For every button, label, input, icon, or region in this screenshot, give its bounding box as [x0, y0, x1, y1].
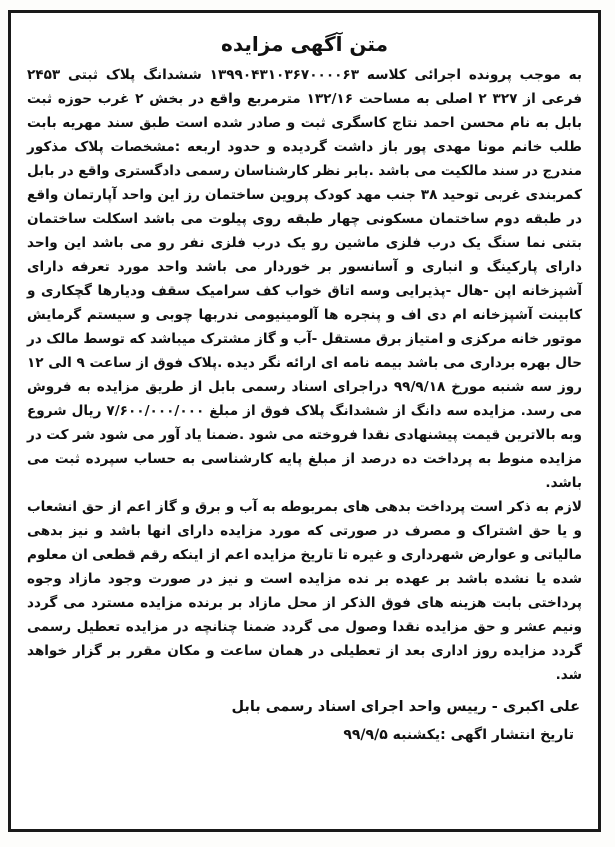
- notice-paragraph-property: به موجب پرونده اجرائی کلاسه ۱۳۹۹۰۴۳۱۰۳۶۷۰۰۰۰۶۳ ششدانگ پلاک ثبتی ۲۴۵۳ فرعی از ۳۲۷ ۲ اصلی به مساحت ۱۳۲/۱۶ مترمربع واقع در بخش ۲ غرب حوزه ثبت بابل به نام محسن احمد نتاج کاسگری ثبت و صادر شده است طبق سند مهریه بابت طلب خانم مونا مهدی پور باز داشت گردیده و حدود اربعه :مشخصات پلاک مذکور مندرج در سند مالکیت می باشد .بابر نظر کارشناسان رسمی دادگستری واقع در بابل کمربندی غربی توحید ۳۸ جنب مهد کودک پروین ساختمان رز این واحد آپارتمان واقع در طبقه دوم ساختمان مسکونی چهار طبقه روی پیلوت می باشد اسکلت ساختمان بتنی نما سنگ یک درب فلزی ماشین رو یک درب فلزی نفر رو می باشد این واحد دارای پارکینگ و انباری و آسانسور بر خوردار می باشد واحد مورد تعرفه دارای آشپزخانه اپن -هال -پذیرایی وسه اتاق خواب کف سرامیک سقف ودیارها گچکاری و کابینت آشپزخانه ام دی اف و پنجره ها آلومینیومی ندربها چوبی و سیستم گرمایش موتور خانه مرکزی و امتیاز برق مستقل -آب و گاز مشترک میباشد که توسط مالک در حال بهره برداری می باشد بیمه نامه ای ارائه نگر دیده .پلاک فوق از ساعت ۹ الی ۱۲ روز سه شنبه مورخ ۹۹/۹/۱۸ دراجرای اسناد رسمی بابل از طریق مزایده به فروش می رسد. مزایده سه دانگ از ششدانگ پلاک فوق از مبلغ ۷/۶۰۰/۰۰۰/۰۰۰ ریال شروع وبه بالاترین قیمت پیشنهادی نقدا فروخته می شود .ضمنا یاد آور می شود شر کت در مزایده منوط به پرداخت ده درصد از مبلغ پایه کارشناسی به حساب سپرده ثبت می باشد.: [27, 67, 583, 491]
- notice-title: متن آگهی مزایده: [221, 32, 388, 56]
- notice-signature: علی اکبری - رییس واحد اجرای اسناد رسمی بابل: [231, 699, 580, 715]
- notice-publish-date: تاریخ انتشار اگهی :یکشنبه ۹۹/۹/۵: [343, 727, 574, 743]
- notice-border: [8, 10, 601, 832]
- auction-notice: [11, 13, 598, 749]
- notice-paragraph-conditions: لازم به ذکر است پرداخت بدهی های بمربوطه به آب و برق و گاز اعم از حق انشعاب و یا حق اشتراک و مصرف در صورتی که مورد مزایده دارای انها باشد و نیز بدهی مالیاتی و عوارض شهرداری و غیره تا تاریخ مزایده اعم از اینکه رقم قطعی ان معلوم شده یا نشده باشد بر عهده بر نده مزایده است و نیز در صورت وجود مازاد وجوه پرداختی بابت هزینه های فوق الذکر از محل مازاد بر برنده مزایده مسترد می گردد ونیم عشر و حق مزایده نقدا وصول می گردد ضمنا چنانچه در مزایده تعطیل رسمی گردد مزایده روز اداری بعد از تعطیلی در همان ساعت و مکان مقرر بر گزار خواهد شد.: [27, 499, 582, 683]
